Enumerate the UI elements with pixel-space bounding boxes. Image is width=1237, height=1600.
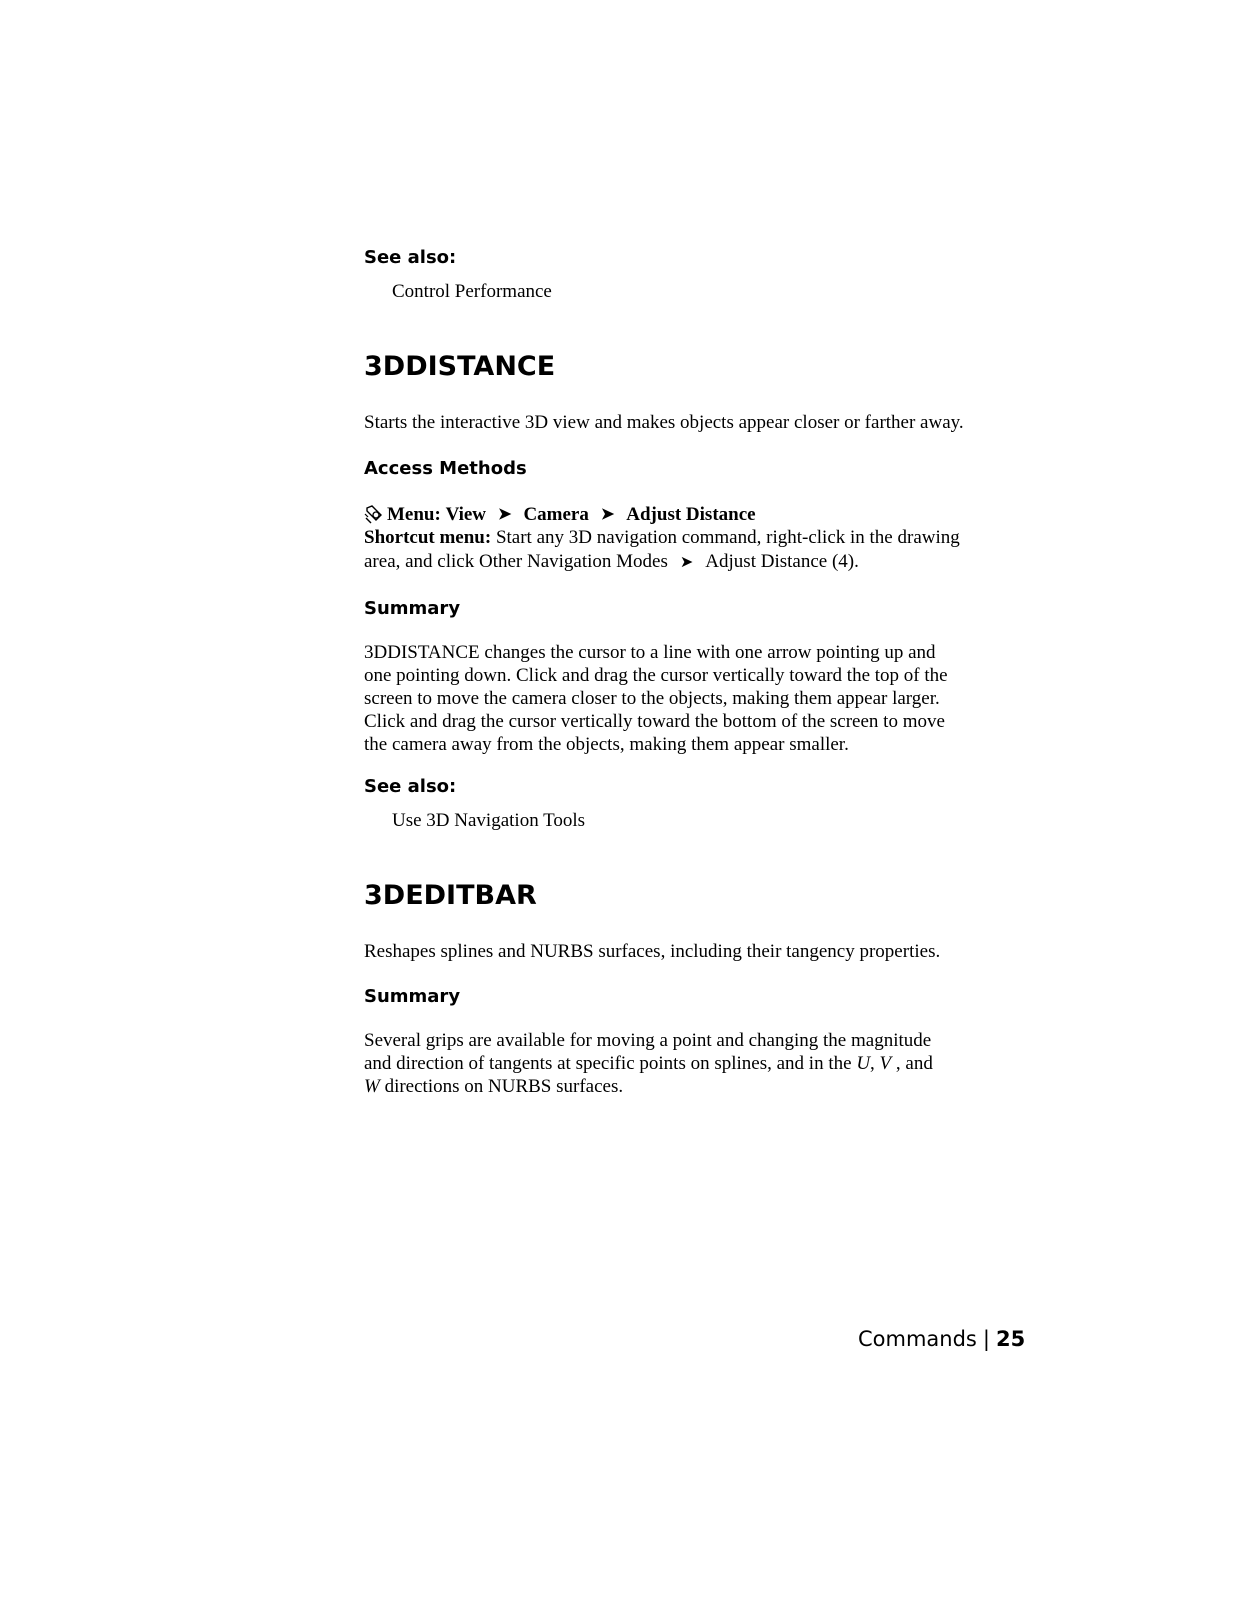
menu-access-path (364, 503, 756, 526)
page-footer (858, 1326, 1025, 1352)
shortcut-text-line2-after: Adjust Distance (4). (705, 551, 859, 572)
shortcut-menu-text (364, 526, 1000, 574)
summary-line: Several grips are available for moving a point and changing the magnitude (364, 1030, 932, 1051)
var-w: W (364, 1076, 380, 1097)
camera-distance-icon (364, 505, 384, 525)
summary-label-3ddistance: Summary (364, 598, 461, 619)
var-v: V (879, 1053, 892, 1074)
summary-label-3deditbar: Summary (364, 986, 461, 1007)
menu-item-adjust-distance[interactable]: Adjust Distance (626, 504, 756, 525)
summary-line: screen to move the camera closer to the objects, making them appear larger. (364, 688, 940, 709)
see-also-label-3ddistance: See also: (364, 776, 457, 797)
shortcut-text-line1: Start any 3D navigation command, right-click in the drawing (495, 527, 960, 548)
see-also-link-3d-navigation-tools[interactable]: Use 3D Navigation Tools (392, 810, 586, 831)
menu-item-camera[interactable]: Camera (523, 504, 589, 525)
see-also-label-prev: See also: (364, 247, 457, 268)
shortcut-menu-label: Shortcut menu: (364, 527, 492, 548)
heading-3ddistance: 3DDISTANCE (364, 351, 556, 382)
shortcut-separator: ➤ (679, 554, 694, 571)
access-methods-label: Access Methods (364, 458, 527, 479)
summary-line-3: directions on NURBS surfaces. (379, 1076, 624, 1097)
description-3ddistance: Starts the interactive 3D view and makes objects appear closer or farther away. (364, 412, 964, 433)
menu-item-view[interactable]: View (445, 504, 487, 525)
summary-3deditbar (364, 1029, 1000, 1098)
summary-line: one pointing down. Click and drag the cursor vertically toward the top of the (364, 665, 948, 686)
summary-line: 3DDISTANCE changes the cursor to a line with one arrow pointing up and (364, 642, 936, 663)
summary-3ddistance (364, 641, 1000, 756)
comma: , (870, 1053, 880, 1074)
menu-label: Menu: (387, 504, 441, 525)
menu-separator-2: ➤ (600, 506, 615, 523)
footer-section: Commands (858, 1327, 977, 1351)
see-also-link-control-performance[interactable]: Control Performance (392, 281, 552, 302)
summary-line: Click and drag the cursor vertically toward the bottom of the screen to move (364, 711, 945, 732)
var-u: U (856, 1053, 871, 1074)
shortcut-text-line2-before: area, and click Other Navigation Modes (364, 551, 668, 572)
heading-3deditbar: 3DEDITBAR (364, 880, 537, 911)
summary-line-2a: and direction of tangents at specific points on splines, and in the (364, 1053, 857, 1074)
menu-separator-1: ➤ (498, 506, 512, 523)
summary-line: the camera away from the objects, making them appear smaller. (364, 734, 849, 755)
footer-separator: | (982, 1327, 990, 1351)
summary-line-2b: , and (891, 1053, 933, 1074)
page-number: 25 (995, 1327, 1026, 1351)
description-3deditbar: Reshapes splines and NURBS surfaces, including their tangency properties. (364, 941, 941, 962)
